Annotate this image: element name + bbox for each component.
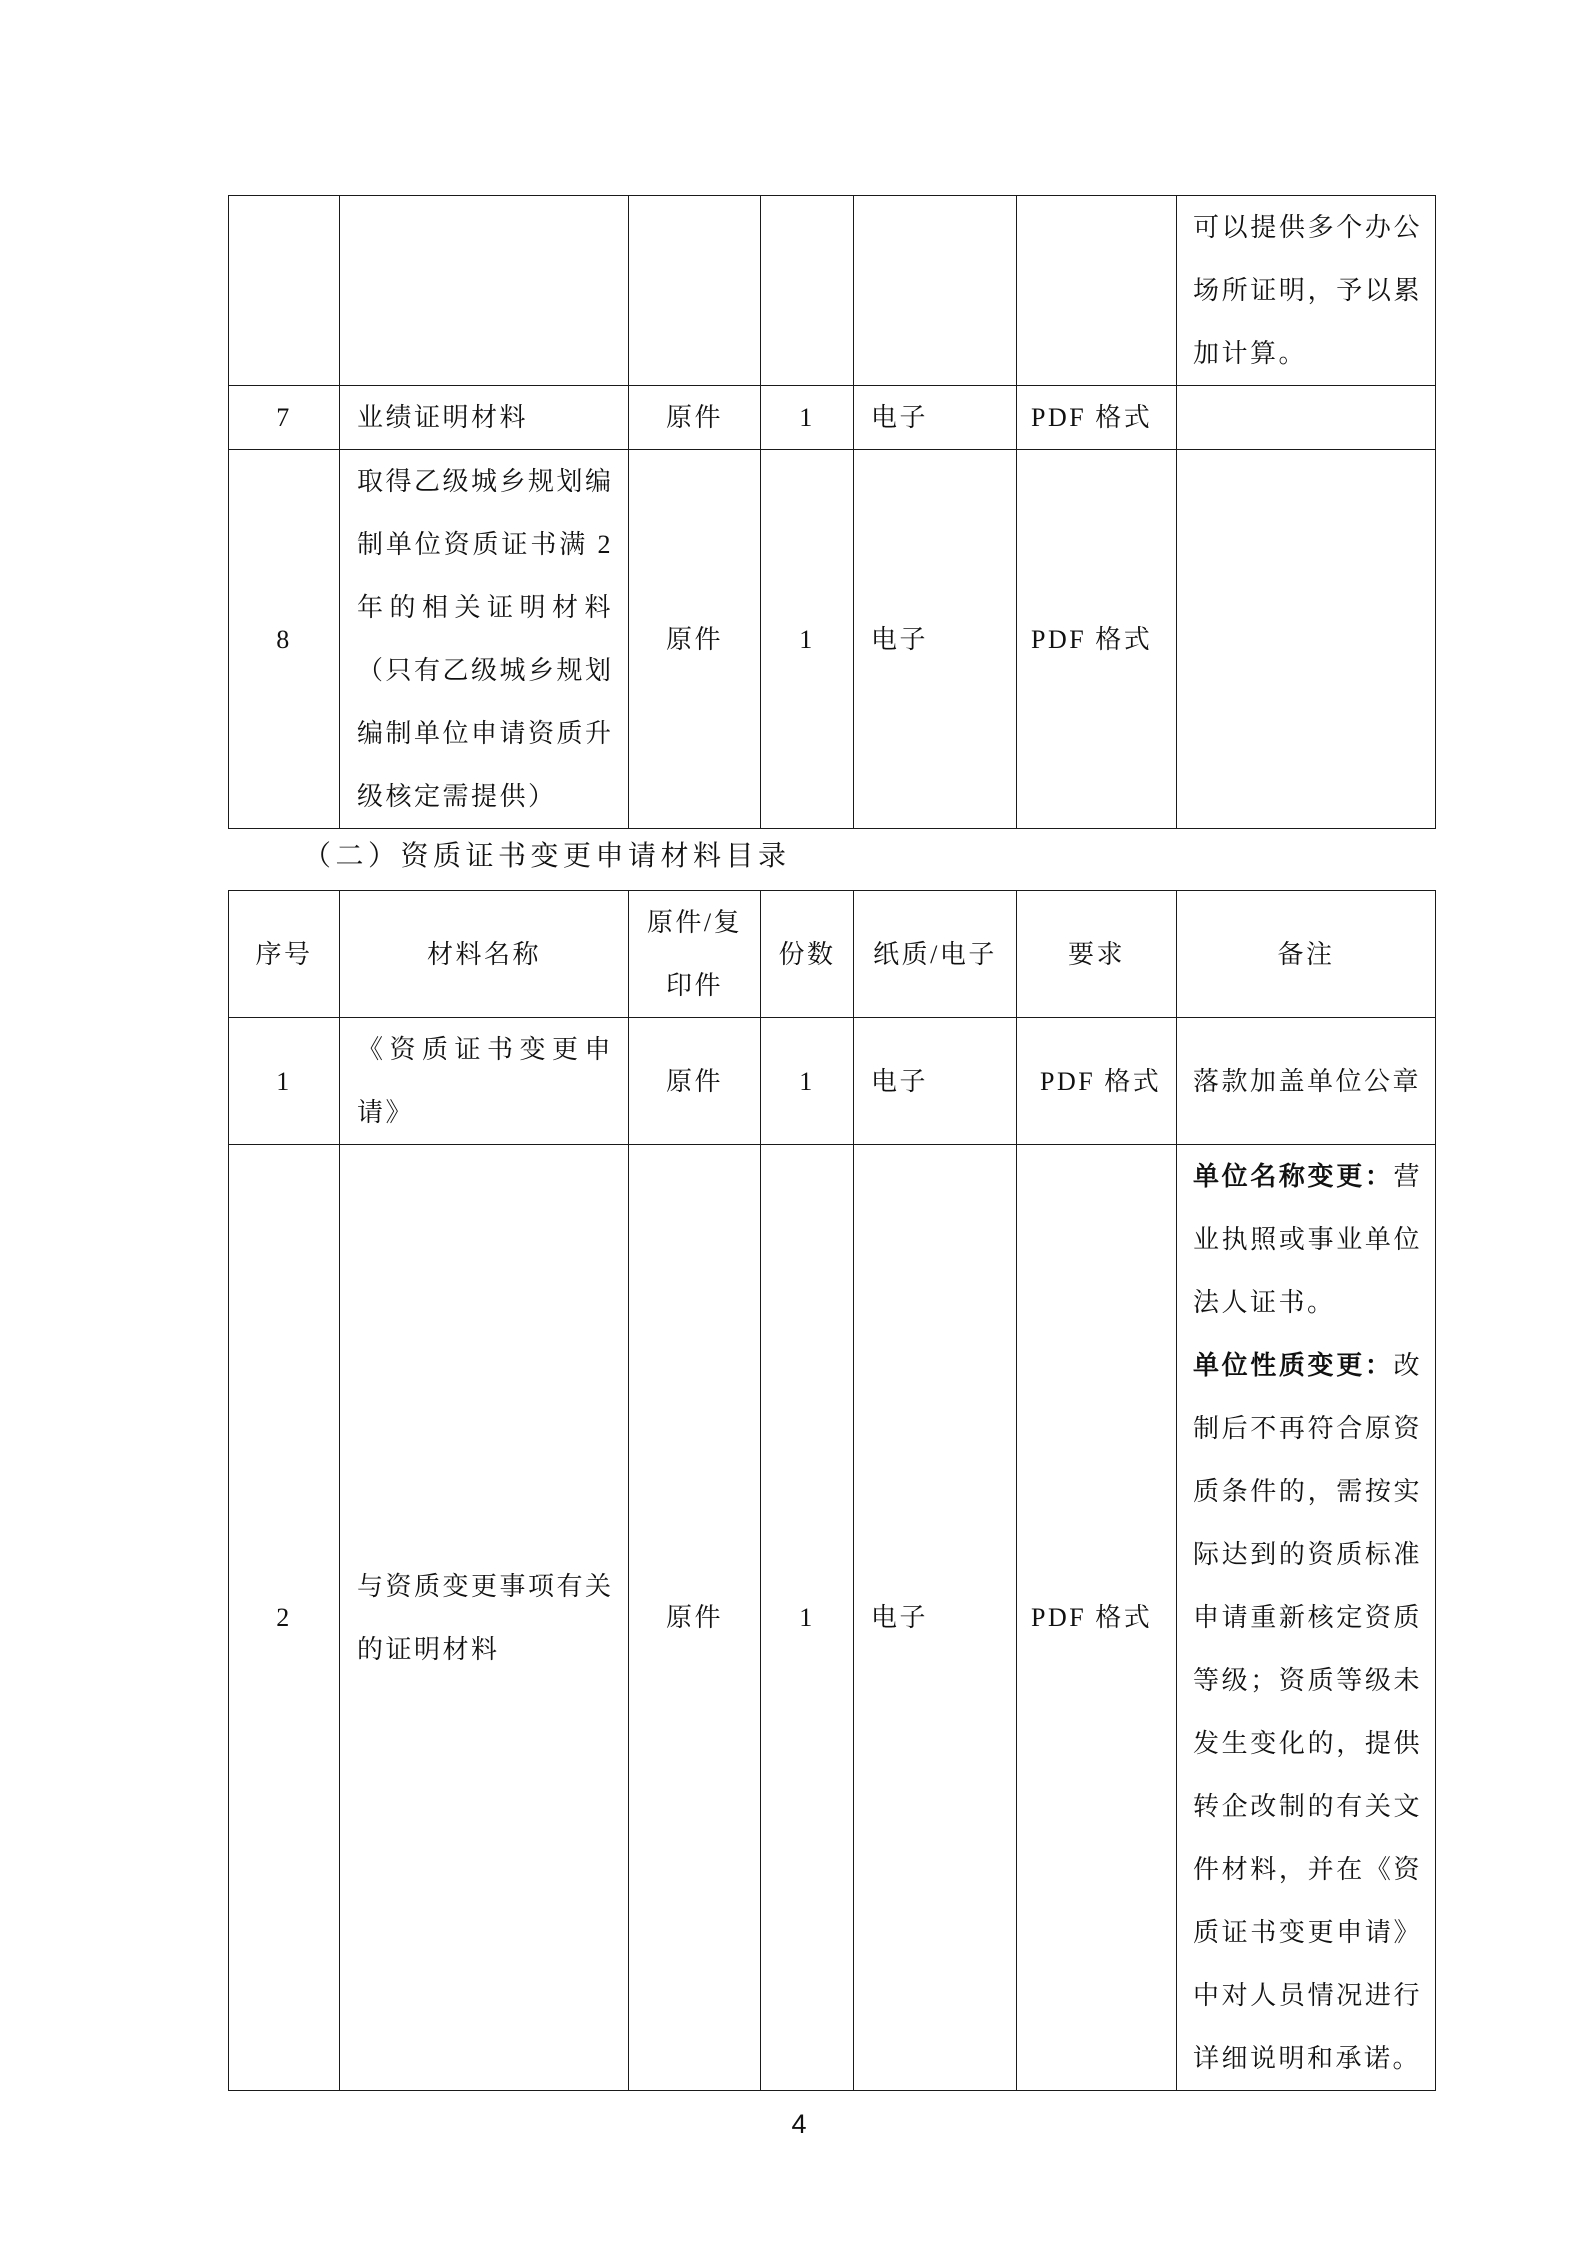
change-materials-table <box>228 890 1436 2091</box>
name-cell <box>340 386 629 450</box>
remarks-line: 落款加盖单位公章 <box>1193 1066 1422 1096</box>
materials-table-continued <box>228 195 1436 829</box>
medium-cell: 电子 <box>854 1018 1017 1145</box>
name-line: 与资质变更事项有关 <box>357 1571 614 1601</box>
remarks-line: 发生变化的，提供 <box>1193 1729 1422 1758</box>
table-header-row <box>229 891 1436 1018</box>
table-row <box>229 1018 1436 1145</box>
remarks-line: 际达到的资质标准 <box>1193 1540 1422 1569</box>
requirement-cell: PDF 格式 <box>1017 450 1177 829</box>
requirement-cell: PDF 格式 <box>1017 1145 1177 2091</box>
medium-cell <box>854 196 1017 386</box>
requirement-cell <box>1017 196 1177 386</box>
name-line: 制单位资质证书满 2 <box>357 530 613 559</box>
name-cell <box>340 1145 629 2091</box>
header-requirement: 要求 <box>1017 891 1177 1018</box>
remarks-cell <box>1177 1018 1436 1145</box>
remarks-cell <box>1177 450 1436 829</box>
remarks-cell <box>1177 386 1436 450</box>
remarks-line: 转企改制的有关文 <box>1193 1792 1422 1821</box>
remarks-label: 单位性质变更： <box>1193 1351 1394 1380</box>
copies-cell: 1 <box>761 386 854 450</box>
header-copies: 份数 <box>761 891 854 1018</box>
remarks-line: 件材料，并在《资 <box>1193 1855 1422 1884</box>
remarks-text: 营 <box>1393 1162 1422 1191</box>
header-line: 印件 <box>665 971 723 1000</box>
medium-cell: 电子 <box>854 1145 1017 2091</box>
copies-cell: 1 <box>761 1145 854 2091</box>
medium-cell: 电子 <box>854 386 1017 450</box>
header-line: 原件/复 <box>646 908 743 937</box>
copies-cell <box>761 196 854 386</box>
remarks-cell <box>1177 196 1436 386</box>
original-cell: 原件 <box>629 386 761 450</box>
original-cell: 原件 <box>629 1145 761 2091</box>
original-cell: 原件 <box>629 450 761 829</box>
table-row <box>229 196 1436 386</box>
name-line: 年的相关证明材料 <box>357 593 613 622</box>
remarks-line: 质条件的，需按实 <box>1193 1477 1422 1506</box>
remarks-line: 中对人员情况进行 <box>1193 1981 1422 2010</box>
table-row <box>229 386 1436 450</box>
medium-cell: 电子 <box>854 450 1017 829</box>
header-name: 材料名称 <box>340 891 629 1018</box>
table-row <box>229 1145 1436 2091</box>
header-remarks: 备注 <box>1177 891 1436 1018</box>
remarks-line <box>1193 1334 1422 1397</box>
no-cell: 1 <box>229 1018 340 1145</box>
name-cell <box>340 196 629 386</box>
name-line: 编制单位申请资质升 <box>357 719 614 748</box>
name-line: 《资质证书变更申 <box>357 1035 613 1064</box>
original-cell: 原件 <box>629 1018 761 1145</box>
no-cell: 8 <box>229 450 340 829</box>
no-cell: 7 <box>229 386 340 450</box>
remarks-text: 改 <box>1393 1351 1422 1380</box>
remarks-line <box>1193 1145 1422 1208</box>
name-line: 请》 <box>357 1098 415 1127</box>
requirement-cell: PDF 格式 <box>1017 1018 1177 1145</box>
remarks-line: 详细说明和承诺。 <box>1193 2044 1422 2073</box>
copies-cell: 1 <box>761 450 854 829</box>
remarks-line: 场所证明，予以累 <box>1193 276 1422 305</box>
name-line: 取得乙级城乡规划编 <box>357 467 614 496</box>
header-medium: 纸质/电子 <box>854 891 1017 1018</box>
remarks-line: 质证书变更申请》 <box>1193 1918 1422 1947</box>
remarks-line: 可以提供多个办公 <box>1193 213 1422 242</box>
remarks-line: 制后不再符合原资 <box>1193 1414 1422 1443</box>
header-original <box>629 891 761 1018</box>
name-cell <box>340 1018 629 1145</box>
remarks-line: 加计算。 <box>1193 339 1308 368</box>
page-number: 4 <box>791 2109 807 2139</box>
no-cell: 2 <box>229 1145 340 2091</box>
remarks-cell <box>1177 1145 1436 2091</box>
remarks-line: 等级；资质等级未 <box>1193 1666 1422 1695</box>
name-line: 级核定需提供） <box>357 782 557 811</box>
table-row <box>229 450 1436 829</box>
original-cell <box>629 196 761 386</box>
header-no: 序号 <box>229 891 340 1018</box>
no-cell <box>229 196 340 386</box>
copies-cell: 1 <box>761 1018 854 1145</box>
name-line: （只有乙级城乡规划 <box>357 656 614 685</box>
remarks-line: 法人证书。 <box>1193 1288 1336 1317</box>
remarks-label: 单位名称变更： <box>1193 1162 1394 1191</box>
name-line: 业绩证明材料 <box>357 403 529 432</box>
remarks-line: 业执照或事业单位 <box>1193 1225 1422 1254</box>
requirement-cell: PDF 格式 <box>1017 386 1177 450</box>
remarks-line: 申请重新核定资质 <box>1193 1603 1422 1632</box>
name-cell <box>340 450 629 829</box>
name-line: 的证明材料 <box>357 1634 500 1664</box>
section-heading: （二）资质证书变更申请材料目录 <box>303 841 791 872</box>
